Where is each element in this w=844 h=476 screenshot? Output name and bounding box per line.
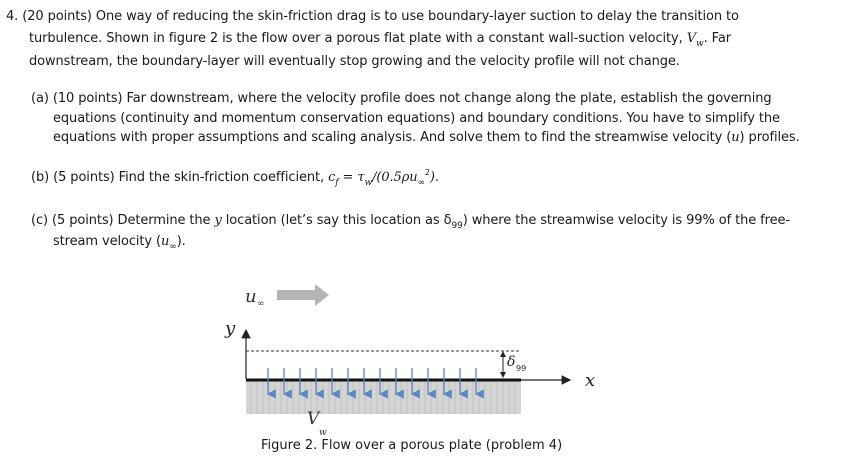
part-a-line-1: (a) (10 points) Far downstream, where the velocity profile does not change along the plate, establish the governing (31, 91, 772, 106)
delta-label: δ (507, 354, 516, 370)
y-axis-label: y (225, 318, 236, 339)
problem-line-2: turbulence. Shown in figure 2 is the flow over a porous flat plate with a constant wall-suction velocity, $V_w$. Far (29, 31, 731, 49)
freestream-arrow-icon (277, 284, 329, 306)
vw-sub: w (319, 428, 327, 438)
delta-sub: 99 (516, 364, 527, 373)
problem-line-3: downstream, the boundary-layer will eventually stop growing and the velocity profile will not change. (29, 54, 680, 69)
part-c-line-1: (c) (5 points) Determine the y location (let’s say this location as $\delta_{99}$) where the streamwise velocity is 99% of the free- (31, 213, 791, 231)
part-c-line-2: stream velocity $(u_\infty)$. (53, 234, 186, 252)
problem-line-1: 4. (20 points) One way of reducing the skin-friction drag is to use boundary-layer suction to delay the transition to (6, 9, 739, 24)
part-a-line-2: equations (continuity and momentum conservation equations) and boundary conditions. You have to simplify the (53, 111, 780, 126)
figure-caption: Figure 2. Flow over a porous plate (problem 4) (261, 438, 563, 453)
x-axis-label: x (585, 370, 596, 391)
porous-plate-figure (215, 278, 615, 438)
u-inf-sub: ∞ (257, 299, 265, 309)
vw-label: V (307, 409, 320, 429)
part-b-line: (b) (5 points) Find the skin-friction coefficient, $c_f = \tau_w/(0.5\rho u_\infty^2)$. (31, 168, 439, 188)
u-inf-label: u (245, 286, 257, 307)
part-a-line-3: equations with proper assumptions and scaling analysis. And solve them to find the streamwise velocity (u) profiles. (53, 130, 800, 145)
